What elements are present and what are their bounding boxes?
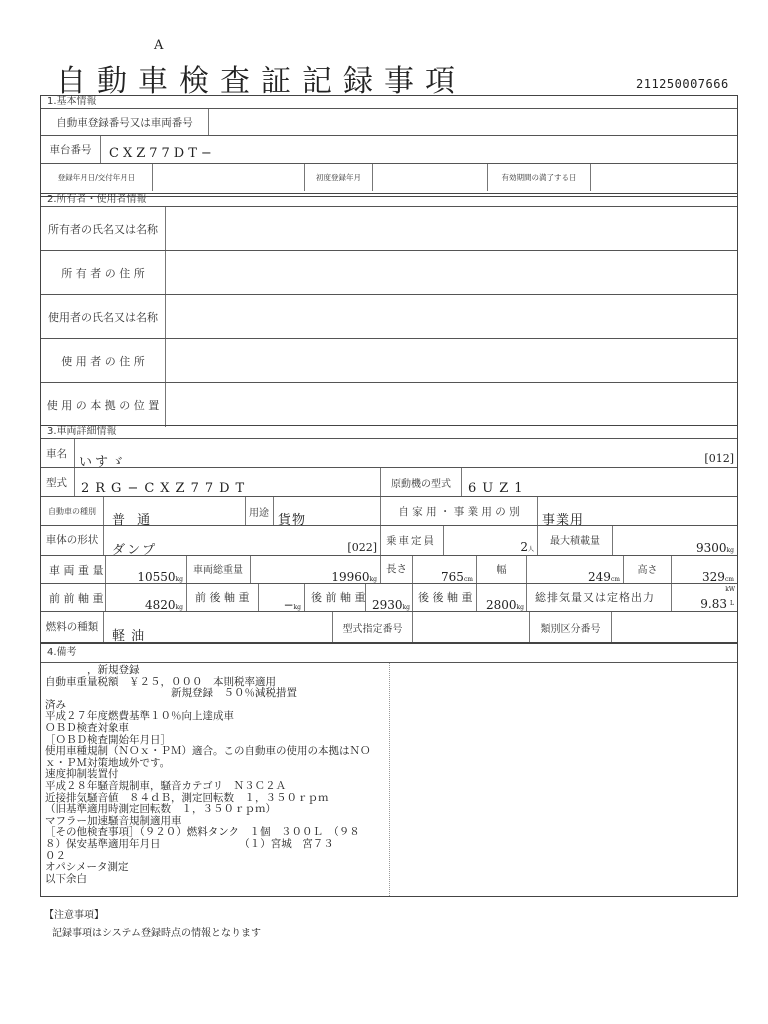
use-label: 用途 xyxy=(246,497,274,525)
section2-heading-row xyxy=(41,194,737,207)
rr-axle-value: 2800 xyxy=(485,598,517,612)
base-location-row xyxy=(41,383,737,427)
expiry-label: 有効期間の満了する日 xyxy=(488,164,591,191)
section-basic-info xyxy=(40,95,738,197)
remarks-notes: ，新規登録 自動車重量税額 ￥２５，０００ 本則税率適用 新規登録 ５０％減税措置 済み 平成２７年度燃費基準１０％向上達成車 ＯＢＤ検査対象車 ［ＯＢＤ検査開始年月日］ 使用車種規制（ＮＯｘ・ＰＭ）適合。この自動車の使用の本拠はＮＯ ｘ・ＰＭ対策地域外です。 速度抑制装置付 平成２８年騒音規制車，騒音カテゴリ Ｎ３Ｃ２Ａ 近接排気騒音値 ８４ｄＢ，測定回転数 １，３５０ｒｐｍ （旧基準適用時測定回転数 １，３５０ｒｐｍ） マフラー加速騒音規制適用車 ［その他検査事項］（９２０）燃料タンク １個 ３００Ｌ （９８ ８）保安基準適用年月日 （１）宮城 宮７３ ０２ オパシメータ測定 以下余白 xyxy=(45,664,371,885)
width-unit: cm xyxy=(610,576,620,583)
rr-axle-unit: kg xyxy=(516,604,524,611)
first-reg-value xyxy=(373,164,488,191)
rf-axle-unit: kg xyxy=(402,604,410,611)
engine-value: 6UZ1 xyxy=(468,481,529,496)
engine-label: 原動機の型式 xyxy=(381,468,462,496)
fuel-label: 燃料の種類 xyxy=(41,612,104,642)
length-label: 長さ xyxy=(381,556,413,583)
width-label: 幅 xyxy=(477,556,527,583)
section1-heading: 1.基本情報 xyxy=(47,96,97,107)
gross-weight-cell xyxy=(251,556,381,583)
rr-axle-cell xyxy=(477,584,527,611)
owner-name-value xyxy=(166,207,737,250)
reg-date-label: 登録年月日/交付年月日 xyxy=(41,164,153,191)
reg-date-value xyxy=(153,164,305,191)
capacity-label: 乗車定員 xyxy=(381,526,444,555)
private-business-cell xyxy=(538,497,737,528)
car-name-cell xyxy=(75,439,737,470)
section4-heading: 4.備考 xyxy=(47,647,77,658)
chassis-row xyxy=(41,136,737,164)
height-cell xyxy=(672,556,737,583)
model-row xyxy=(41,468,737,497)
body-row xyxy=(41,526,737,556)
car-name-row xyxy=(41,439,737,468)
type-row xyxy=(41,497,737,526)
model-cell xyxy=(75,468,381,496)
model-label: 型式 xyxy=(41,468,75,496)
rr-axle-label: 後 後 軸 重 xyxy=(413,584,477,611)
ff-axle-label: 前 前 軸 重 xyxy=(41,584,106,611)
owner-name-row xyxy=(41,207,737,251)
section3-heading-row xyxy=(41,426,737,439)
owner-address-value xyxy=(166,251,737,294)
body-cell xyxy=(104,526,381,558)
gross-weight-label: 車両総重量 xyxy=(187,556,251,583)
rf-axle-cell xyxy=(366,584,413,611)
gross-weight-value: 19960 xyxy=(331,570,370,584)
owner-name-label: 所有者の氏名又は名称 xyxy=(41,207,166,250)
axle-row xyxy=(41,584,737,612)
displacement-value: 9.83 xyxy=(700,597,727,611)
remarks-column-divider xyxy=(389,663,390,896)
category-label: 類別区分番号 xyxy=(530,612,612,642)
rf-axle-value: 2930 xyxy=(371,598,403,612)
fr-axle-unit: kg xyxy=(293,604,301,611)
fuel-row xyxy=(41,612,737,642)
body-label: 車体の形状 xyxy=(41,526,104,555)
weight-row xyxy=(41,556,737,584)
first-reg-label: 初度登録年月 xyxy=(305,164,373,191)
length-value: 765 xyxy=(441,570,464,584)
displacement-unit-l: L xyxy=(730,600,734,607)
user-name-value xyxy=(166,295,737,338)
length-cell xyxy=(413,556,477,583)
body-value: ダンプ xyxy=(112,543,158,558)
max-load-unit: kg xyxy=(726,547,734,554)
length-unit: cm xyxy=(463,576,473,583)
ff-axle-cell xyxy=(106,584,187,611)
section-remarks xyxy=(40,643,738,897)
expiry-value xyxy=(591,164,737,191)
user-name-row xyxy=(41,295,737,339)
vehicle-type-label: 自動車の種別 xyxy=(41,497,104,525)
vehicle-type-value: 普 通 xyxy=(112,513,155,528)
ff-axle-unit: kg xyxy=(175,604,183,611)
model-value: 2RG−CXZ77DT xyxy=(81,481,251,496)
user-name-label: 使用者の氏名又は名称 xyxy=(41,295,166,338)
user-address-value xyxy=(166,339,737,382)
chassis-cell xyxy=(101,136,737,163)
form-mark: A xyxy=(154,38,164,53)
reg-number-value xyxy=(209,109,737,135)
height-unit: cm xyxy=(724,576,734,583)
document-number: 211250007666 xyxy=(636,77,729,91)
rf-axle-label: 後 前 軸 重 xyxy=(305,584,366,611)
height-value: 329 xyxy=(702,570,725,584)
max-load-label: 最大積載量 xyxy=(538,526,613,555)
height-label: 高さ xyxy=(624,556,672,583)
fuel-value: 軽 油 xyxy=(112,629,146,644)
displacement-cell xyxy=(672,584,737,611)
base-location-label: 使 用 の 本 拠 の 位 置 xyxy=(41,383,166,427)
weight-value: 10550 xyxy=(137,570,176,584)
chassis-label: 車台番号 xyxy=(41,136,101,163)
car-name-value: いすゞ xyxy=(79,455,128,470)
weight-unit: kg xyxy=(175,576,183,583)
private-business-value: 事業用 xyxy=(542,513,585,528)
page-title: 自動車検査証記録事項 xyxy=(56,64,466,99)
private-business-label: 自 家 用 ・ 事 業 用 の 別 xyxy=(381,497,538,525)
reg-number-label: 自動車登録番号又は車両番号 xyxy=(41,109,209,135)
owner-address-label: 所 有 者 の 住 所 xyxy=(41,251,166,294)
base-location-value xyxy=(166,383,737,427)
vehicle-type-cell xyxy=(104,497,246,528)
use-value: 貨物 xyxy=(278,513,307,528)
capacity-cell xyxy=(444,526,538,555)
section-vehicle-details xyxy=(40,425,738,643)
section2-heading: 2.所有者・使用者情報 xyxy=(47,194,147,205)
displacement-label: 総排気量又は定格出力 xyxy=(527,584,672,611)
car-name-code: [012] xyxy=(704,452,734,465)
user-address-label: 使 用 者 の 住 所 xyxy=(41,339,166,382)
owner-address-row xyxy=(41,251,737,295)
section3-heading: 3.車両詳細情報 xyxy=(47,426,117,437)
weight-label: 車 両 重 量 xyxy=(41,556,106,583)
section4-heading-row xyxy=(41,644,737,663)
caution-heading: 【注意事項】 xyxy=(44,910,104,921)
capacity-unit: 人 xyxy=(527,546,534,553)
user-address-row xyxy=(41,339,737,383)
max-load-cell xyxy=(613,526,737,555)
fr-axle-label: 前 後 軸 重 xyxy=(187,584,259,611)
reg-number-row xyxy=(41,109,737,136)
weight-cell xyxy=(106,556,187,583)
car-name-label: 車名 xyxy=(41,439,75,467)
caution-text: 記録事項はシステム登録時点の情報となります xyxy=(52,928,261,939)
max-load-value: 9300 xyxy=(695,541,727,555)
section-owner-info xyxy=(40,193,738,426)
use-cell xyxy=(274,497,381,528)
section1-heading-row xyxy=(41,96,737,109)
width-value: 249 xyxy=(588,570,611,584)
width-cell xyxy=(527,556,624,583)
capacity-value: 2 xyxy=(520,540,528,554)
gross-weight-unit: kg xyxy=(369,576,377,583)
fr-axle-value: − xyxy=(283,598,294,612)
ff-axle-value: 4820 xyxy=(144,598,176,612)
displacement-unit-kw: kW xyxy=(725,586,735,593)
fuel-cell xyxy=(104,612,333,642)
fr-axle-cell xyxy=(259,584,305,611)
engine-cell xyxy=(462,468,737,496)
chassis-value: CXZ77DT− xyxy=(109,146,216,161)
body-code: [022] xyxy=(347,541,377,554)
type-designation-label: 型式指定番号 xyxy=(333,612,413,642)
type-designation-value xyxy=(413,612,530,642)
dates-row xyxy=(41,164,737,191)
